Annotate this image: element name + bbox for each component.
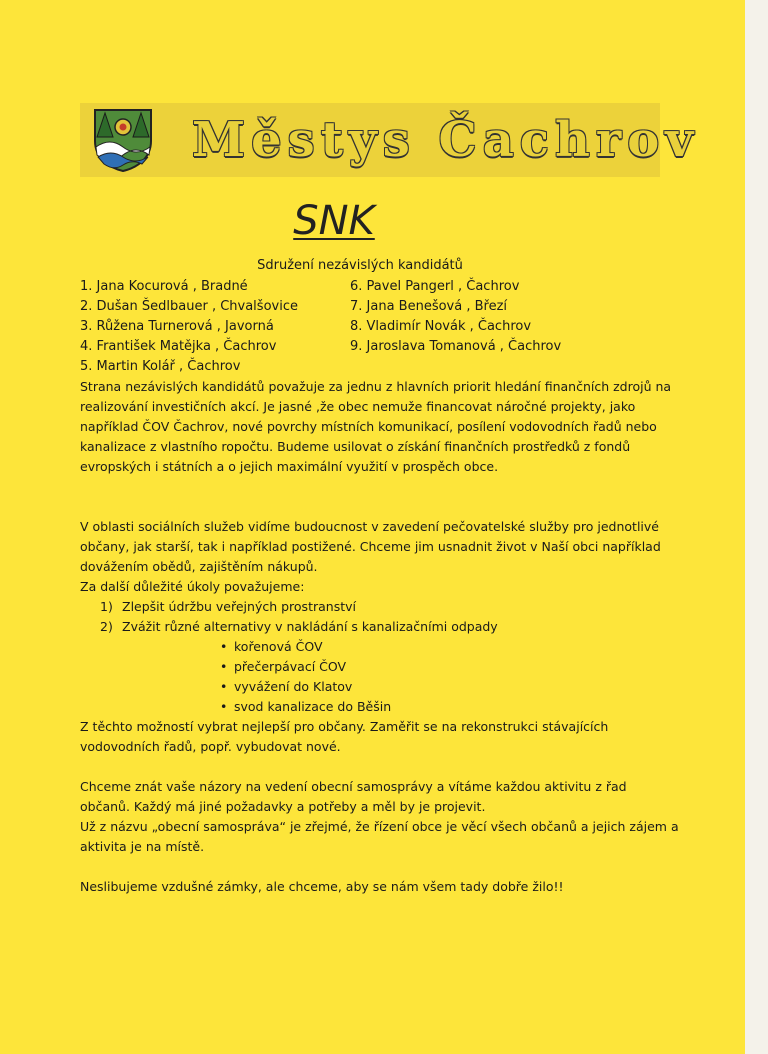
candidate-item: 3. Růžena Turnerová , Javorná — [80, 319, 274, 334]
party-subtitle: Sdružení nezávislých kandidátů — [257, 258, 463, 273]
paragraph-selfgov: Už z názvu „obecní samospráva“ je zřejmé, že řízení obce je věcí všech občanů a jejich zájem a aktivita je na místě. — [80, 819, 679, 854]
bullet-icon: • — [220, 679, 228, 694]
bullet-item: • vyvážení do Klatov — [80, 677, 680, 697]
candidate-list-left — [80, 277, 298, 377]
town-title: Městys Čachrov — [192, 112, 700, 168]
paragraph-water: Z těchto možností vybrat nejlepší pro občany. Zaměřit se na rekonstrukci stávajících vodovodních řadů, popř. vybudovat nové. — [80, 719, 609, 754]
bullet-item: • svod kanalizace do Běšin — [80, 697, 680, 717]
bullet-item: • přečerpávací ČOV — [80, 657, 680, 677]
sewage-options-list — [80, 637, 680, 717]
candidate-item: 7. Jana Benešová , Březí — [350, 299, 508, 314]
paper-edge — [745, 0, 768, 1054]
paragraph-opinions: Chceme znát vaše názory na vedení obecní samosprávy a vítáme každou aktivitu z řad občanů. Každý má jiné požadavky a potřeby a měl by je projevit. — [80, 779, 627, 814]
bullet-icon: • — [220, 659, 228, 674]
bullet-icon: • — [220, 639, 228, 654]
candidate-item: 2. Dušan Šedlbauer , Chvalšovice — [80, 299, 298, 314]
paragraph-tasks-intro: Za další důležité úkoly považujeme: — [80, 579, 305, 594]
candidate-item: 1. Jana Kocurová , Bradné — [80, 279, 248, 294]
program-text — [80, 377, 680, 897]
party-heading — [0, 198, 668, 244]
candidate-item: 9. Jaroslava Tomanová , Čachrov — [350, 339, 562, 354]
paragraph-finance: Strana nezávislých kandidátů považuje za jednu z hlavních priorit hledání finančních zdrojů na realizování investičních akcí. Je jasné ,že obec nemuže financovat náročné projekty, jako například ČOV Čachrov, nové povrchy místních komunikací, posílení vodovodních řadů nebo kanalizace z vlastního ropočtu. Budeme usilovat o získání finančních prostředků z fondů evropských i státních a o jejich maximální využití v prospěch obce. — [80, 379, 672, 474]
party-abbreviation: SNK — [293, 198, 375, 244]
paragraph-closing: Neslibujeme vzdušné zámky, ale chceme, aby se nám všem tady dobře žilo!! — [80, 879, 564, 894]
task-list — [80, 597, 680, 637]
candidate-item: 5. Martin Kolář , Čachrov — [80, 359, 241, 374]
task-item: 1) Zlepšit údržbu veřejných prostranství — [100, 599, 356, 614]
paragraph-social: V oblasti sociálních služeb vidíme budoucnost v zavedení pečovatelské služby pro jednotlivé občany, jak starší, tak i například postižené. Chceme jim usnadnit život v Naší obci například dovážením obědů, zajištěním nákupů. — [80, 519, 661, 574]
bullet-item: • kořenová ČOV — [80, 637, 680, 657]
header-banner — [80, 103, 700, 177]
candidate-list-right — [350, 277, 561, 357]
candidate-item: 8. Vladimír Novák , Čachrov — [350, 319, 532, 334]
coat-of-arms-icon — [92, 107, 154, 173]
candidate-item: 4. František Matějka , Čachrov — [80, 339, 277, 354]
candidate-item: 6. Pavel Pangerl , Čachrov — [350, 279, 520, 294]
task-item: 2) Zvážit různé alternativy v nakládání s kanalizačními odpady — [100, 619, 498, 634]
bullet-icon: • — [220, 699, 228, 714]
